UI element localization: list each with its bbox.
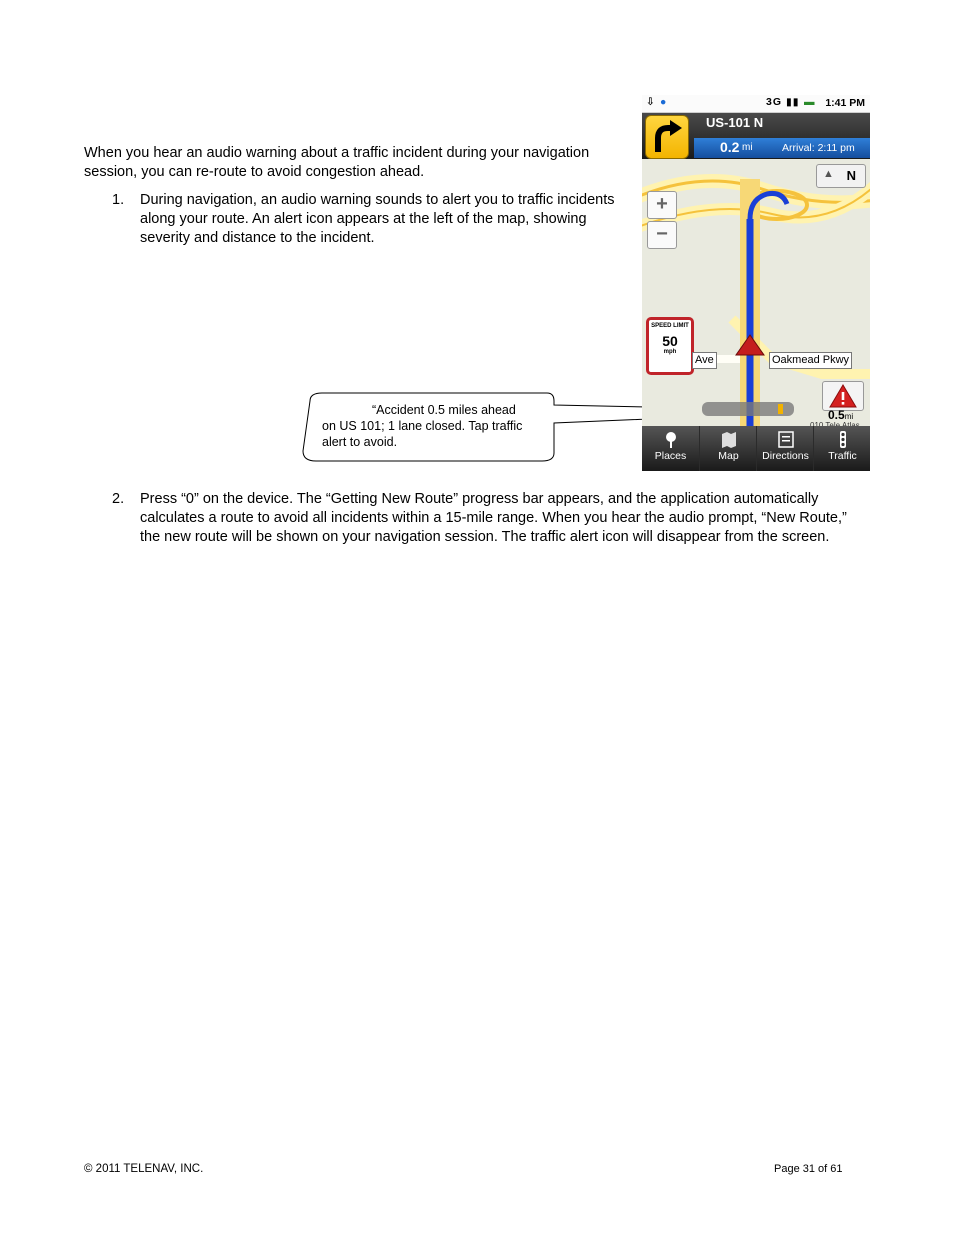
- battery-icon: ▬: [804, 96, 816, 108]
- distance-bar: [694, 138, 870, 158]
- turn-right-icon[interactable]: [645, 115, 689, 159]
- tab-traffic[interactable]: [813, 426, 870, 471]
- tab-label: Places: [654, 450, 687, 462]
- street-name: US-101 N: [706, 115, 764, 130]
- callout-line-1: “Accident 0.5 miles ahead: [372, 403, 516, 417]
- step-number: 1.: [112, 192, 125, 208]
- step-number: 2.: [112, 491, 125, 507]
- alert-distance: [828, 408, 853, 422]
- footer-copyright: © 2011 TELENAV, INC.: [84, 1163, 204, 1175]
- zoom-in-button[interactable]: +: [647, 191, 677, 219]
- arrival-time: Arrival: 2:11 pm: [782, 142, 855, 154]
- network-label: 3G: [766, 96, 783, 108]
- distance-unit: mi: [742, 142, 753, 153]
- status-bar: [642, 95, 870, 113]
- download-icon: ⇩: [646, 96, 655, 108]
- traffic-light-icon: [835, 431, 851, 448]
- bottom-tab-bar: [642, 426, 870, 471]
- callout-line-2: on US 101; 1 lane closed. Tap traffic alert to avoid.: [322, 419, 523, 449]
- traffic-alert-button[interactable]: [822, 381, 864, 411]
- tab-label: Directions: [762, 450, 809, 462]
- callout-text: [322, 402, 547, 450]
- speed-limit-sign: [646, 317, 694, 375]
- tab-map[interactable]: [699, 426, 757, 471]
- road-label-left: Ave: [692, 352, 717, 369]
- navigation-header: [642, 113, 870, 159]
- signal-icon: ▮▮: [786, 96, 800, 108]
- footer-page-number: Page 31 of 61: [774, 1163, 843, 1175]
- navigation-screenshot: [642, 95, 870, 471]
- road-label-right: Oakmead Pkwy: [769, 352, 852, 369]
- directions-list-icon: [778, 431, 794, 448]
- step-text: Press “0” on the device. The “Getting New Route” progress bar appears, and the application automatically calculates a route to avoid all incidents within a 15-mile range. When you hear the audio prompt, “New Route,” the new route will be shown on your navigation session. The traffic alert icon will disappear from the screen.: [140, 491, 847, 545]
- status-time: 1:41 PM: [825, 97, 865, 109]
- compass-label: N: [846, 168, 856, 183]
- tab-places[interactable]: [642, 426, 699, 471]
- tab-label: Traffic: [828, 450, 857, 462]
- warning-icon: [823, 382, 863, 410]
- tab-directions[interactable]: [756, 426, 814, 471]
- alert-distance-unit: mi: [844, 412, 854, 421]
- intro-paragraph: When you hear an audio warning about a traffic incident during your navigation session, you can re-route to avoid congestion ahead.: [84, 145, 590, 180]
- map-icon: [721, 431, 737, 448]
- tab-label: Map: [718, 450, 739, 462]
- compass-arrow-icon: ▲: [823, 168, 834, 180]
- distance-value: 0.2: [720, 139, 740, 155]
- compass-button[interactable]: [816, 164, 866, 188]
- speed-limit-unit: mph: [663, 349, 677, 355]
- places-pin-icon: [663, 431, 679, 448]
- speed-limit-value: 50: [662, 333, 678, 349]
- zoom-out-button[interactable]: −: [647, 221, 677, 249]
- alert-distance-value: 0.5: [828, 408, 845, 422]
- step-text: During navigation, an audio warning sounds to alert you to traffic incidents along your route. An alert icon appears at the left of the map, showing severity and distance to the incident.: [140, 192, 615, 246]
- navigation-notification-icon: ●: [660, 96, 667, 108]
- speed-limit-title: SPEED LIMIT: [651, 323, 689, 329]
